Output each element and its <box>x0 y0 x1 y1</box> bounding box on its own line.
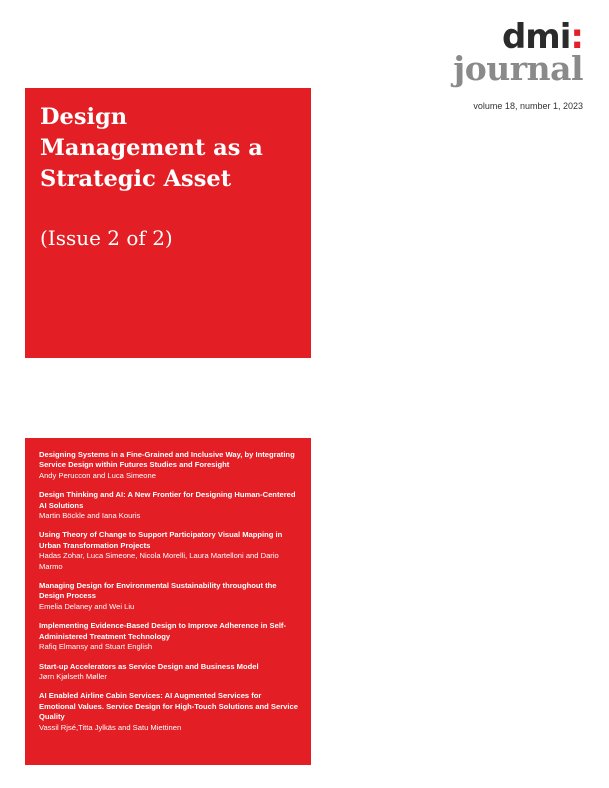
logo-dmi-word: dmi <box>501 17 571 57</box>
table-of-contents <box>25 438 311 765</box>
article-title: Managing Design for Environmental Sustainability throughout the Design Process <box>39 581 277 601</box>
toc-item <box>39 662 299 683</box>
toc-item <box>39 621 299 652</box>
toc-item <box>39 581 299 612</box>
toc-item <box>39 490 299 521</box>
article-title: Designing Systems in a Fine-Grained and Inclusive Way, by Integrating Service Design within Futures Studies and Foresight <box>39 450 295 470</box>
toc-item <box>39 530 299 572</box>
toc-item <box>39 691 299 733</box>
article-title: Design Thinking and AI: A New Frontier for Designing Human-Centered AI Solutions <box>39 490 296 510</box>
toc-item <box>39 450 299 481</box>
article-title: Using Theory of Change to Support Participatory Visual Mapping in Urban Transformation Projects <box>39 530 283 550</box>
cover-title-line: Design <box>40 104 128 130</box>
article-authors: Martin Böckle and Iana Kouris <box>39 511 141 521</box>
cover-title-line: Strategic Asset <box>40 166 232 192</box>
article-authors: Vassil Rjsé,Titta Jylkäs and Satu Miettinen <box>39 722 182 732</box>
article-title: Start-up Accelerators as Service Design and Business Model <box>39 661 259 671</box>
article-authors: Hadas Zohar, Luca Simeone, Nicola Morelli, Laura Martelloni and Dario Marmo <box>39 551 279 571</box>
logo-journal-text: journal <box>453 49 583 88</box>
cover-title-line: Management as a <box>40 135 263 161</box>
article-title: Implementing Evidence-Based Design to Improve Adherence in Self-Administered Treatment Technology <box>39 621 286 641</box>
volume-info: volume 18, number 1, 2023 <box>473 101 583 111</box>
cover-title <box>40 102 297 195</box>
article-authors: Jørn Kjølseth Møller <box>39 671 107 681</box>
issue-label: (Issue 2 of 2) <box>40 226 173 250</box>
article-authors: Andy Peruccon and Luca Simeone <box>39 470 156 480</box>
article-authors: Emelia Delaney and Wei Liu <box>39 601 135 611</box>
cover-title-box <box>25 88 311 358</box>
article-authors: Rafiq Elmansy and Stuart English <box>39 642 153 652</box>
dmi-journal-logo <box>453 17 583 88</box>
logo-colon: : <box>570 17 583 57</box>
article-title: AI Enabled Airline Cabin Services: AI Augmented Services for Emotional Values. Service Design for High-Touch Solutions and Service Quality <box>39 691 298 722</box>
